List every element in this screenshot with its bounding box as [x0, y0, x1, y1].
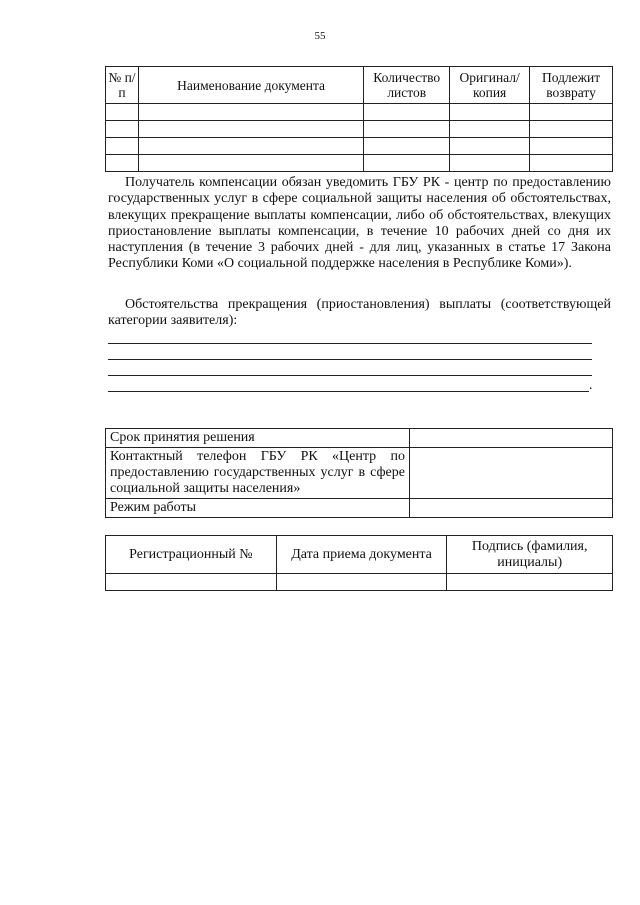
- registration-table: [105, 535, 613, 591]
- table-row: [106, 429, 613, 448]
- header-original-copy: Оригинал/ копия: [450, 67, 530, 104]
- fill-lines-period: .: [589, 378, 593, 393]
- table-row: [106, 155, 613, 172]
- decision-term-value: [410, 429, 613, 448]
- header-return: Подлежит возврату: [530, 67, 613, 104]
- table-row: [106, 121, 613, 138]
- page-number: 55: [314, 30, 326, 42]
- registration-table-header: [106, 536, 613, 574]
- header-document-name: Наименование документа: [138, 67, 363, 104]
- info-table: [105, 428, 613, 518]
- contact-phone-label: Контактный телефон ГБУ РК «Центр по предоставлению государственных услуг в сфере социальной защиты населения»: [106, 448, 410, 499]
- table-row: [106, 574, 613, 591]
- documents-table-header: [106, 67, 613, 104]
- table-row: [106, 138, 613, 155]
- fill-line: [108, 359, 592, 360]
- header-signature: Подпись (фамилия, инициалы): [447, 536, 613, 574]
- header-sheets-count: Количество листов: [364, 67, 450, 104]
- table-row: [106, 104, 613, 121]
- fill-line: [108, 391, 589, 392]
- contact-phone-value: [410, 448, 613, 499]
- decision-term-label: Срок принятия решения: [106, 429, 410, 448]
- header-num: № п/п: [106, 67, 139, 104]
- header-receipt-date: Дата приема документа: [276, 536, 447, 574]
- header-reg-number: Регистрационный №: [106, 536, 277, 574]
- notice-paragraph: Получатель компенсации обязан уведомить ГБУ РК - центр по предоставлению государственных услуг в сфере социальной защиты населения об обстоятельствах, влекущих прекращение выплаты компенсации, либо об обстоятельствах, влекущих приостановление выплаты компенсации, в течение 10 рабочих дней со дня их наступления (в течение 3 рабочих дней - для лиц, указанных в статье 17 Закона Республики Коми «О социальной поддержке населения в Республике Коми»).: [108, 175, 611, 272]
- documents-table: [105, 66, 613, 172]
- fill-line: [108, 375, 592, 376]
- fill-line: [108, 343, 592, 344]
- table-row: [106, 448, 613, 499]
- work-schedule-value: [410, 499, 613, 518]
- circumstances-paragraph: Обстоятельства прекращения (приостановления) выплаты (соответствующей категории заявителя):: [108, 297, 611, 329]
- table-row: [106, 499, 613, 518]
- work-schedule-label: Режим работы: [106, 499, 410, 518]
